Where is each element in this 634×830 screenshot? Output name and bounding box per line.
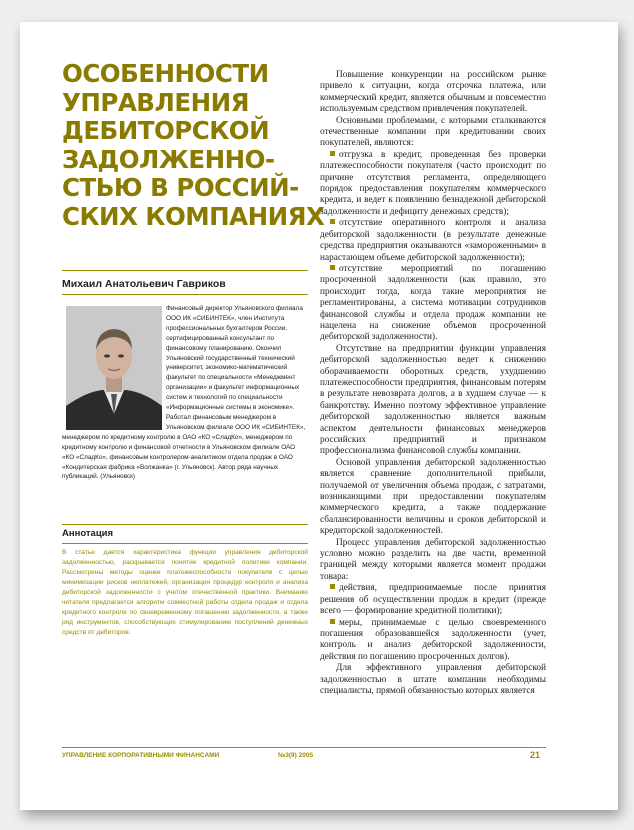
body-bullet-1-text: отгрузка в кредит, проведенная без проверки платежеспособности покупателя (часто происходит по причине отсутствия регламента, определяющего порядок предоставления покупателям коммерческого кредита, и ведет к появлению безнадежной дебиторской задолженности и дефициту денежных средств); <box>320 149 546 217</box>
article-title-line-5: СТЬЮ В РОССИЙ- <box>62 173 299 202</box>
body-paragraph-1: Повышение конкуренции на российском рынке привело к ситуации, когда отсрочка платежа, или коммерческий кредит, является обычным и повсеместно используемым средством привлечения покупателей. <box>320 70 546 115</box>
body-bullet-5 <box>320 618 546 664</box>
footer-issue: №3(9) 2005 <box>278 752 314 759</box>
annotation-text: В статье дается характеристика функции управления дебиторской задолженностью, раскрывается понятие кредитной политики компании. Рассмотрены методы оценки платежеспособности покупателя с целью минимизации рисков неплатежей, организация процедур контроля и анализа дебиторской задолженности с учетом отечественной практики. Вниманию читателя предлагается алгоритм совместной работы отдела продаж и отдела кредитного контроля по своевременному погашению задолженности, а также ряд инструментов, способствующих стимулированию поступлений денежных средств от дебиторов. <box>62 549 308 636</box>
article-title-line-3: ДЕБИТОРСКОЙ <box>62 116 270 145</box>
body-column <box>320 70 546 697</box>
title-block <box>62 59 325 231</box>
author-bio-text: Финансовый директор Ульяновского филиала ООО ИК «СИБИНТЕК», член Института профессиональных бухгалтеров России, сертифицированный консультант по финансовому планированию. Окончил Ульяновский государственный технический университет, экономико-математический факультет по специальности «Менеджмент организации» и факультет информационных систем и технологий по специальности «Информационные системы в экономике». Работал финансовым менеджером в Ульяновском филиале ООО ИК «СИБИНТЕК», менеджером по кредитному контролю в ОАО «КО «СладКо», менеджером по кредитному контролю и финансовой отчетности в Ульяновском филиале ОАО «КО «СладКо», финансовым контролером-аналитиком отдела продаж в ОАО «Кондитерская фабрика «Волжанка» (г. Ульяновск). Автор ряда научных публикаций. (Ульяновск) <box>62 305 306 481</box>
page-number: 21 <box>530 750 541 760</box>
body-bullet-1 <box>320 150 546 218</box>
body-bullet-2 <box>320 218 546 264</box>
square-bullet-icon <box>330 619 335 624</box>
author-rule-bottom <box>62 294 308 295</box>
article-title-line-6: СКИХ КОМПАНИЯХ <box>62 201 325 231</box>
author-name: Михаил Анатольевич Гавриков <box>62 278 226 290</box>
article-title-line-2: УПРАВЛЕНИЯ <box>62 87 249 117</box>
square-bullet-icon <box>330 219 335 224</box>
body-paragraph-6: Для эффективного управления дебиторской задолженностью в штате компании необходимы специалисты, прямой обязанностью которых является <box>320 663 546 696</box>
body-paragraph-3: Отсутствие на предприятии функции управления дебиторской задолженностью ведет к снижению оборачиваемости оборотных средств, ухудшению платежеспособности предприятия, финансовым потерям в результате невозврата долгов, а в худшем случае — к банкротству. Именно поэтому эффективное управление дебиторской задолженностью является важным аспектом деятельности финансовых менеджеров российских предприятий и признаком профессионализма финансовой службы компании. <box>320 343 546 457</box>
article-title-line-4: ЗАДОЛЖЕННО- <box>62 144 275 174</box>
body-bullet-3 <box>320 264 546 344</box>
square-bullet-icon <box>330 584 335 589</box>
body-bullet-3-text: отсутствие мероприятий по погашению просроченной задолженности (как правило, это происходит тогда, когда такие мероприятия не регламентированы, а система мотивации сотрудников финансовой службы и отдела продаж компании не нацелена на снижение объемов просроченной дебиторской задолженности). <box>320 263 546 343</box>
body-bullet-4 <box>320 583 546 617</box>
body-paragraph-2: Основными проблемами, с которыми сталкиваются отечественные компании при кредитовании своих покупателей, являются: <box>320 115 546 149</box>
author-rule-top <box>62 270 308 271</box>
body-paragraph-4: Основой управления дебиторской задолженностью является сравнение дополнительной прибыли, получаемой от увеличения объема продаж, с затратами, возникающими при предоставлении покупателям коммерческого кредита, а также поддержание сбалансированности величины и сроков дебиторской и кредиторской задолженностей. <box>320 457 546 537</box>
square-bullet-icon <box>330 151 335 156</box>
footer-journal: УПРАВЛЕНИЕ КОРПОРАТИВНЫМИ ФИНАНСАМИ <box>62 752 220 759</box>
article-title-line-1: ОСОБЕННОСТИ <box>62 59 269 88</box>
body-bullet-2-text: отсутствие оперативного контроля и анализа дебиторской задолженности (в результате денежные средства предприятия оказываются «замороженными» в нарастающем объеме дебиторской задолженности); <box>320 218 546 263</box>
annotation-heading: Аннотация <box>62 524 308 544</box>
square-bullet-icon <box>330 265 335 270</box>
author-bio <box>62 304 308 482</box>
body-bullet-4-text: действия, предпринимаемые после принятия решения об осуществлении продаж в кредит (прежде всего — формирование кредитной политики); <box>320 583 546 617</box>
footer-rule <box>62 747 546 748</box>
body-paragraph-5: Процесс управления дебиторской задолженностью условно можно разделить на две части, временной границей между которыми является момент продажи товара: <box>320 537 546 582</box>
body-bullet-5-text: меры, принимаемые с целью своевременного погашения образовавшейся задолженности (учет, контроль и анализ дебиторской задолженности, действия по погашению просроченных долгов). <box>320 617 546 662</box>
